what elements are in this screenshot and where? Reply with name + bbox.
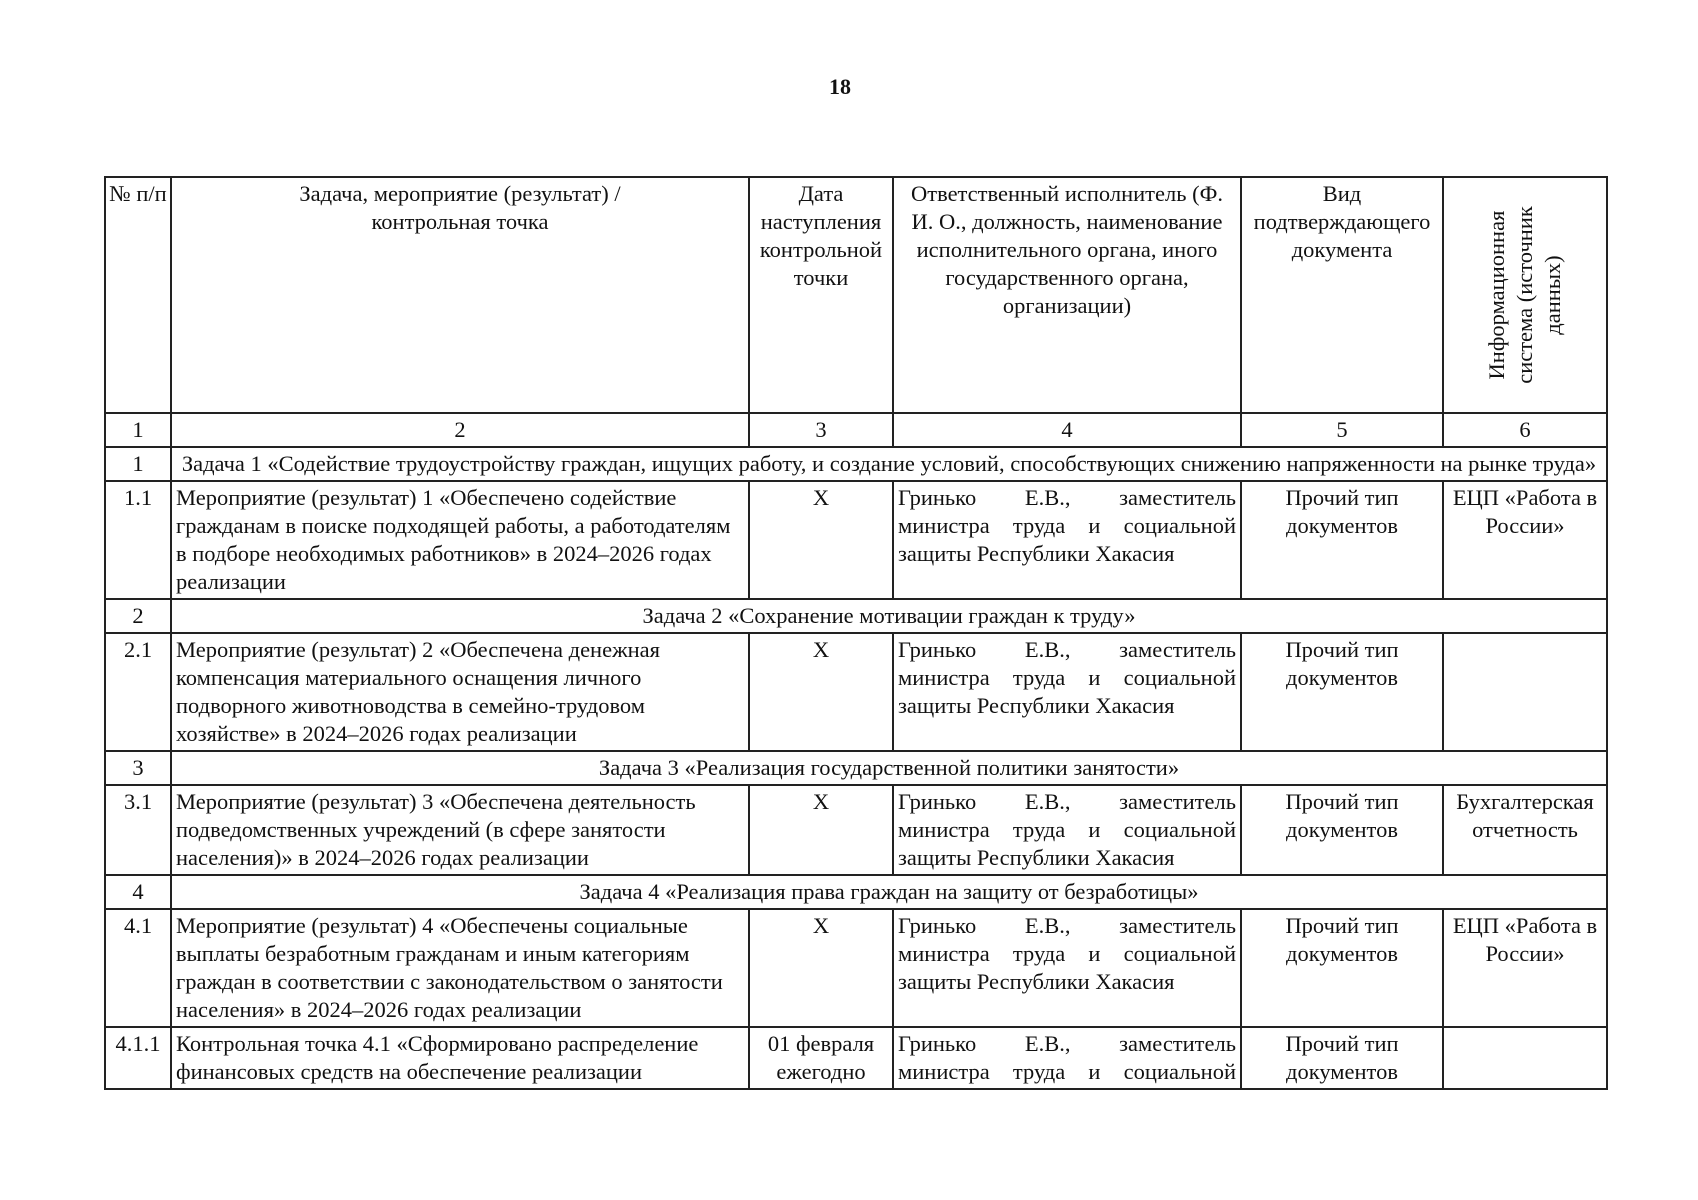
column-number: 6 (1443, 413, 1607, 447)
row-number: 3.1 (105, 785, 171, 875)
executor (893, 909, 1241, 1027)
column-number: 3 (749, 413, 893, 447)
control-date: Х (749, 785, 893, 875)
control-point-text: Контрольная точка 4.1 «Сформировано распределение финансовых средств на обеспечение реализации (171, 1027, 749, 1089)
control-date: Х (749, 909, 893, 1027)
page-number: 18 (829, 74, 851, 99)
row-number: 4.1 (105, 909, 171, 1027)
document-type: Прочий тип документов (1241, 1027, 1443, 1089)
row-number: 4.1.1 (105, 1027, 171, 1089)
measure-row (105, 785, 1607, 875)
row-number: 1 (105, 447, 171, 481)
column-number: 4 (893, 413, 1241, 447)
column-number: 2 (171, 413, 749, 447)
measure-text: Мероприятие (результат) 2 «Обеспечена денежная компенсация материального оснащения личного подворного животноводства в семейно-трудовом хозяйстве» в 2024–2026 годах реализации (171, 633, 749, 751)
executor-main: Гринько Е.В., заместитель министра труда и социальной (898, 913, 1236, 966)
measure-row (105, 633, 1607, 751)
document-type: Прочий тип документов (1241, 785, 1443, 875)
header-date: Дата наступления контрольной точки (749, 177, 893, 413)
executor (893, 481, 1241, 599)
executor (893, 785, 1241, 875)
data-source (1443, 1027, 1607, 1089)
task-title: Задача 1 «Содействие трудоустройству граждан, ищущих работу, и создание условий, способствующих снижению напряженности на рынке труда» (171, 447, 1607, 481)
executor (893, 1027, 1241, 1089)
row-number: 4 (105, 875, 171, 909)
task-row (105, 599, 1607, 633)
executor-main: Гринько Е.В., заместитель министра труда и социальной (898, 789, 1236, 842)
header-executor: Ответственный исполнитель (Ф. И. О., должность, наименование исполнительного органа, иного государственного органа, организации) (893, 177, 1241, 413)
data-source (1443, 633, 1607, 751)
column-number: 1 (105, 413, 171, 447)
data-source: ЕЦП «Работа в России» (1443, 481, 1607, 599)
control-date: Х (749, 633, 893, 751)
measure-text: Мероприятие (результат) 4 «Обеспечены социальные выплаты безработным гражданам и иным категориям граждан в соответствии с законодательством о занятости населения» в 2024–2026 годах реализации (171, 909, 749, 1027)
control-date: 01 февраля ежегодно (749, 1027, 893, 1089)
column-number-row (105, 413, 1607, 447)
task-row (105, 875, 1607, 909)
header-source-text: Информационная система (источник данных) (1484, 206, 1565, 384)
executor-main: Гринько Е.В., заместитель министра труда и социальной (898, 637, 1236, 690)
task-row (105, 447, 1607, 481)
task-row (105, 751, 1607, 785)
executor (893, 633, 1241, 751)
data-source: ЕЦП «Работа в России» (1443, 909, 1607, 1027)
executor-main: Гринько Е.В., заместитель министра труда и социальной (898, 485, 1236, 538)
control-point-row (105, 1027, 1607, 1089)
measure-row (105, 909, 1607, 1027)
document-type: Прочий тип документов (1241, 909, 1443, 1027)
executor-last-line: защиты Республики Хакасия (898, 969, 1175, 994)
executor-last-line: защиты Республики Хакасия (898, 693, 1175, 718)
task-title: Задача 2 «Сохранение мотивации граждан к труду» (171, 599, 1607, 633)
row-number: 1.1 (105, 481, 171, 599)
header-task: Задача, мероприятие (результат) / контрольная точка (171, 177, 749, 413)
header-number: № п/п (105, 177, 171, 413)
control-date: Х (749, 481, 893, 599)
executor-main: Гринько Е.В., заместитель министра труда и социальной (898, 1031, 1236, 1084)
header-source (1443, 177, 1607, 413)
column-number: 5 (1241, 413, 1443, 447)
task-title: Задача 3 «Реализация государственной политики занятости» (171, 751, 1607, 785)
measure-text: Мероприятие (результат) 3 «Обеспечена деятельность подведомственных учреждений (в сфере занятости населения)» в 2024–2026 годах реализации (171, 785, 749, 875)
executor-last-line: защиты Республики Хакасия (898, 541, 1175, 566)
table-header-row (105, 177, 1607, 413)
executor-last-line: защиты Республики Хакасия (898, 845, 1175, 870)
document-type: Прочий тип документов (1241, 481, 1443, 599)
document-type: Прочий тип документов (1241, 633, 1443, 751)
task-title: Задача 4 «Реализация права граждан на защиту от безработицы» (171, 875, 1607, 909)
row-number: 3 (105, 751, 171, 785)
measure-text: Мероприятие (результат) 1 «Обеспечено содействие гражданам в поиске подходящей работы, а работодателям в подборе необходимых работников» в 2024–2026 годах реализации (171, 481, 749, 599)
row-number: 2.1 (105, 633, 171, 751)
row-number: 2 (105, 599, 171, 633)
header-document: Вид подтверждающего документа (1241, 177, 1443, 413)
data-source: Бухгалтерская отчетность (1443, 785, 1607, 875)
plan-table (104, 176, 1608, 1090)
measure-row (105, 481, 1607, 599)
